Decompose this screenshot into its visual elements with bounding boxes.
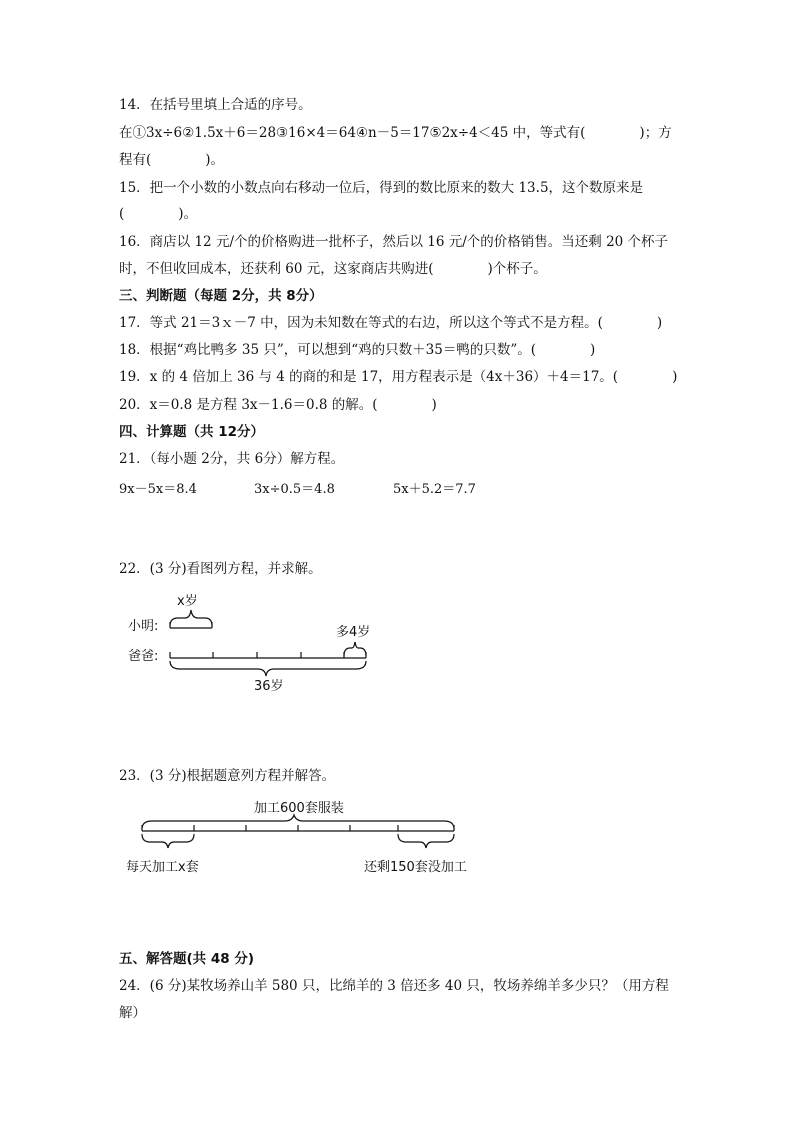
q23-intro: 23．(3 分)根据题意列方程并解答。 xyxy=(119,768,336,784)
q17: 17．等式 21＝3ｘ－7 中，因为未知数在等式的右边，所以这个等式不是方程。( ) xyxy=(119,315,663,331)
q23-label-left: 还剩150套没加工 xyxy=(364,860,467,875)
q22-label-baba: 爸爸: xyxy=(128,649,159,664)
section-3-heading: 三、判断题（每题 2分，共 8分） xyxy=(119,288,323,304)
q14-line3: 程有( )。 xyxy=(119,152,225,168)
q21-equation-3: 5x＋5.2＝7.7 xyxy=(393,482,476,497)
section-4-heading: 四、计算题（共 12分） xyxy=(119,424,264,440)
q23-diagram xyxy=(120,795,480,885)
q24-line2: 解） xyxy=(119,1005,146,1021)
q20: 20．x＝0.8 是方程 3x－1.6＝0.8 的解。( ) xyxy=(119,397,437,413)
section-5-heading: 五、解答题(共 48 分) xyxy=(119,951,255,967)
q24-line1: 24．(6 分)某牧场养山羊 580 只，比绵羊的 3 倍还多 40 只，牧场养绵羊多少只？（用方程 xyxy=(119,978,669,994)
q21-intro: 21．（每小题 2分，共 6分）解方程。 xyxy=(119,451,345,467)
q22-label-more: 多4岁 xyxy=(336,625,371,640)
q22-label-total: 36岁 xyxy=(254,679,284,694)
q16-line2: 时，不但收回成本，还获利 60 元，这家商店共购进( )个杯子。 xyxy=(119,261,547,277)
q14-line2: 在①3x÷6②1.5x＋6＝28③16×4＝64④n－5＝17⑤2x÷4＜45 中，等式有( )；方 xyxy=(119,125,672,141)
q21-equation-2: 3x÷0.5＝4.8 xyxy=(254,482,335,497)
q22-intro: 22．(3 分)看图列方程，并求解。 xyxy=(119,561,322,577)
q22-label-x: x岁 xyxy=(177,594,198,609)
q22-diagram xyxy=(120,588,380,698)
q22-label-xiaoming: 小明: xyxy=(128,619,159,634)
q15-line1: 15．把一个小数的小数点向右移动一位后，得到的数比原来的数大 13.5，这个数原来是 xyxy=(119,180,644,196)
q22-brace-total xyxy=(170,661,366,676)
q23-brace-daily xyxy=(142,834,194,848)
q18: 18．根据“鸡比鸭多 35 只”，可以想到“鸡的只数＋35＝鸭的只数”。( ) xyxy=(119,342,596,358)
q16-line1: 16．商店以 12 元/个的价格购进一批杯子，然后以 16 元/个的价格销售。当还剩 20 个杯子 xyxy=(119,234,669,250)
q21-equation-1: 9x－5x＝8.4 xyxy=(119,482,197,497)
q22-brace-more xyxy=(344,642,366,656)
q15-line2: ( )。 xyxy=(119,206,198,222)
q22-brace-x xyxy=(170,610,212,626)
q23-brace-left xyxy=(398,834,454,848)
q23-label-total: 加工600套服装 xyxy=(254,801,344,816)
q14-line1: 14．在括号里填上合适的序号。 xyxy=(119,97,312,113)
q23-label-daily: 每天加工x套 xyxy=(126,860,199,875)
q19: 19．x 的 4 倍加上 36 与 4 的商的和是 17，用方程表示是（4x＋36）＋4＝17。( ) xyxy=(119,369,678,385)
